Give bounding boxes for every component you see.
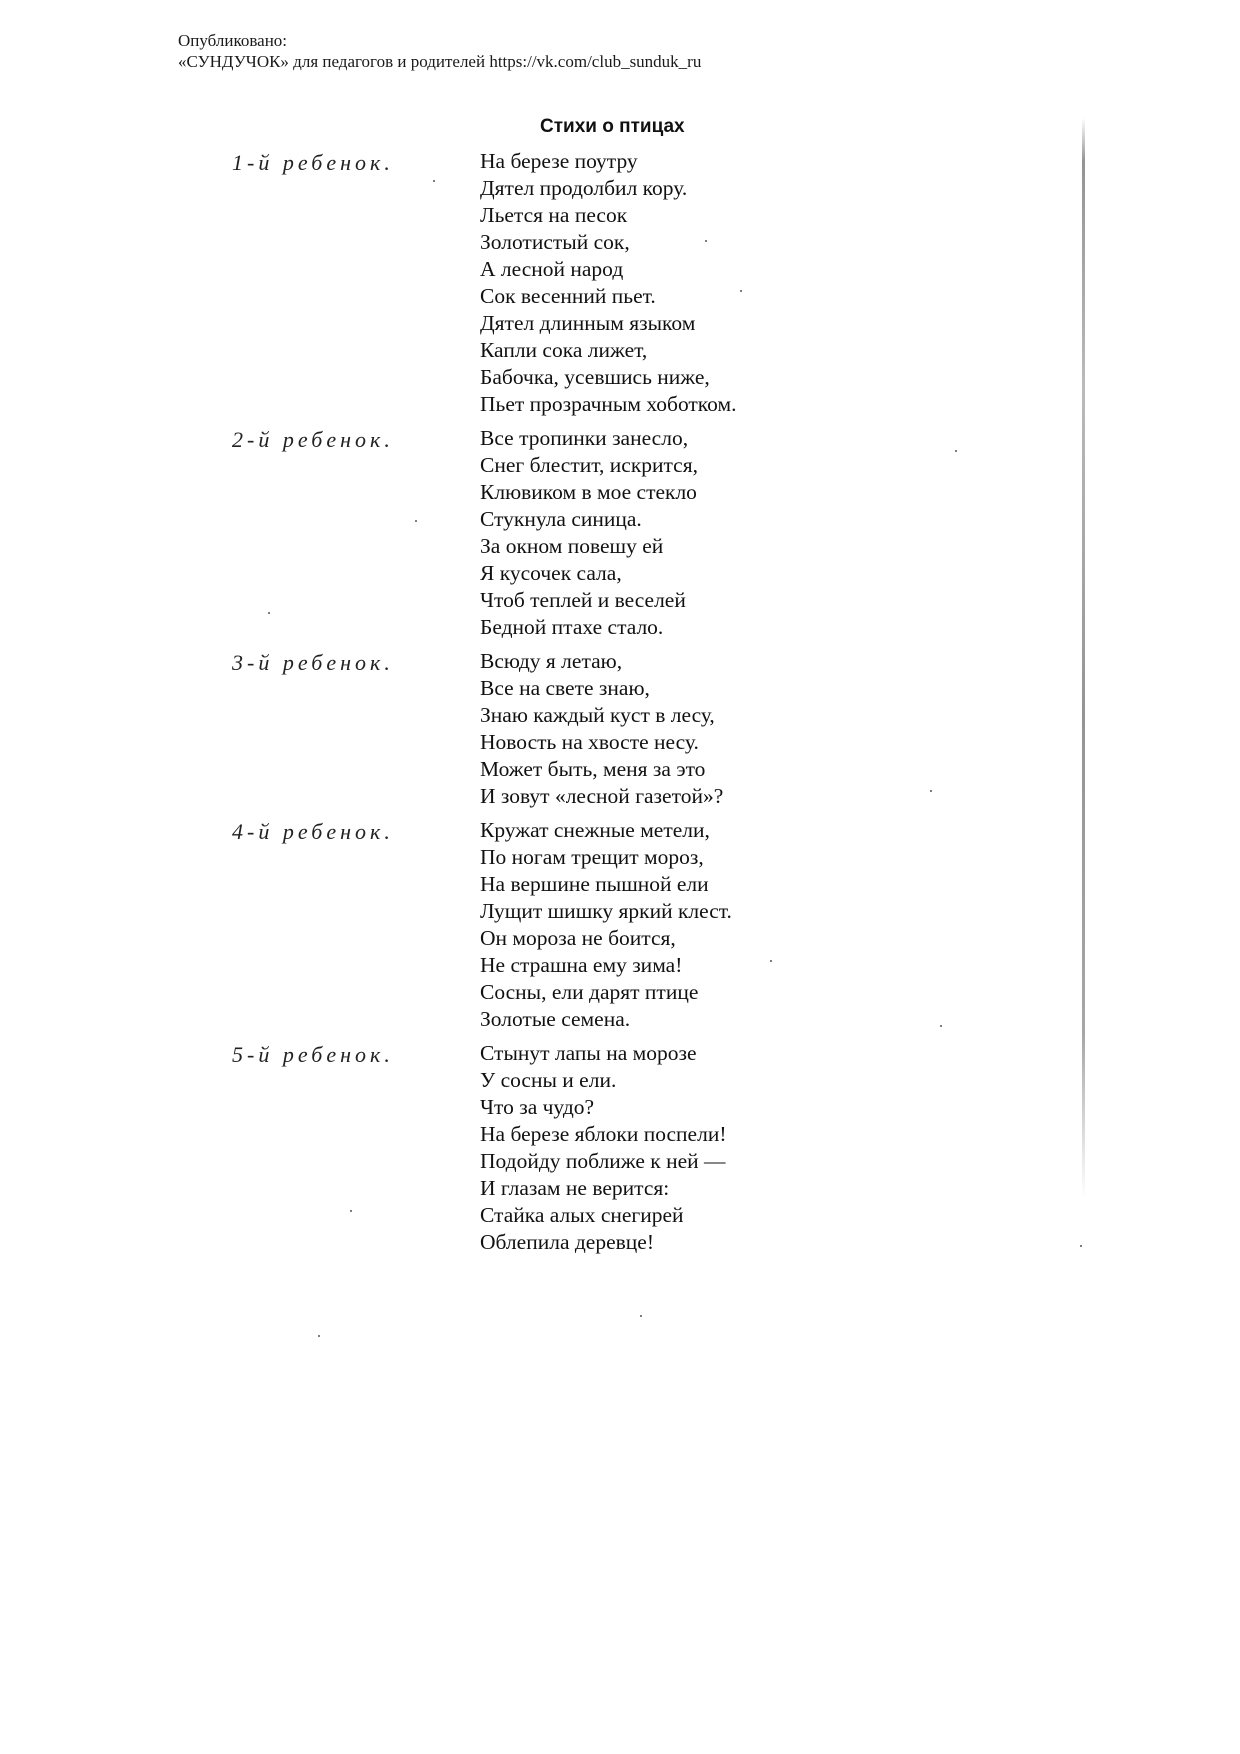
verse-line: Сосны, ели дарят птице bbox=[480, 980, 699, 1004]
scan-speck bbox=[415, 520, 417, 522]
poems-container bbox=[0, 148, 1240, 1263]
scan-speck bbox=[740, 290, 742, 292]
verse-line: Он мороза не боится, bbox=[480, 926, 676, 950]
verse-block bbox=[480, 1040, 1240, 1256]
verse-line: Кружат снежные метели, bbox=[480, 818, 710, 842]
verse-line: Чтоб теплей и веселей bbox=[480, 588, 686, 612]
verse-line: Пьет прозрачным хоботком. bbox=[480, 392, 737, 416]
verse-line: Золотистый сок, bbox=[480, 230, 630, 254]
scan-speck bbox=[955, 450, 957, 452]
verse-line: На вершине пышной ели bbox=[480, 872, 709, 896]
verse-line: Льется на песок bbox=[480, 203, 628, 227]
speaker-label: 4-й ребенок. bbox=[232, 819, 394, 844]
scan-speck bbox=[930, 790, 932, 792]
verse-block bbox=[480, 148, 1240, 418]
verse-line: А лесной народ bbox=[480, 257, 624, 281]
speaker-label: 2-й ребенок. bbox=[232, 427, 394, 452]
verse-line: Бабочка, усевшись ниже, bbox=[480, 365, 710, 389]
poem-stanza bbox=[0, 425, 1240, 641]
published-label: Опубликовано: bbox=[178, 31, 288, 50]
scan-speck bbox=[640, 1315, 642, 1317]
verse-line: Золотые семена. bbox=[480, 1007, 631, 1031]
publication-header bbox=[178, 30, 701, 72]
verse-block bbox=[480, 425, 1240, 641]
verse-line: Сок весенний пьет. bbox=[480, 284, 656, 308]
verse-line: На березе яблоки поспели! bbox=[480, 1122, 727, 1146]
scan-speck bbox=[268, 612, 270, 614]
verse-line: Дятел продолбил кору. bbox=[480, 176, 688, 200]
verse-line: Клювиком в мое стекло bbox=[480, 480, 697, 504]
verse-line: И глазам не верится: bbox=[480, 1176, 670, 1200]
verse-line: Стайка алых снегирей bbox=[480, 1203, 684, 1227]
verse-line: Все тропинки занесло, bbox=[480, 426, 689, 450]
publisher-source: «СУНДУЧОК» для педагогов и родителей https://vk.com/club_sunduk_ru bbox=[178, 52, 702, 71]
scan-speck bbox=[318, 1335, 320, 1337]
scan-speck bbox=[1080, 1245, 1082, 1247]
scan-edge-artifact bbox=[1082, 118, 1085, 1198]
verse-line: Снег блестит, искрится, bbox=[480, 453, 698, 477]
scan-speck bbox=[940, 1025, 942, 1027]
speaker-label: 1-й ребенок. bbox=[232, 150, 394, 175]
poem-stanza bbox=[0, 648, 1240, 810]
poem-stanza bbox=[0, 1040, 1240, 1256]
verse-line: Бедной птахе стало. bbox=[480, 615, 664, 639]
scan-speck bbox=[433, 180, 435, 182]
verse-line: Что за чудо? bbox=[480, 1095, 595, 1119]
scan-speck bbox=[770, 960, 772, 962]
verse-line: Подойду поближе к ней — bbox=[480, 1149, 726, 1173]
speaker-label: 3-й ребенок. bbox=[232, 650, 394, 675]
verse-line: За окном повешу ей bbox=[480, 534, 664, 558]
speaker-label: 5-й ребенок. bbox=[232, 1042, 394, 1067]
verse-block bbox=[480, 817, 1240, 1033]
verse-line: Всюду я летаю, bbox=[480, 649, 623, 673]
verse-line: Дятел длинным языком bbox=[480, 311, 696, 335]
verse-line: По ногам трещит мороз, bbox=[480, 845, 704, 869]
scan-speck bbox=[705, 240, 707, 242]
poem-collection-title: Стихи о птицах bbox=[540, 116, 685, 137]
verse-line: Стынут лапы на морозе bbox=[480, 1041, 697, 1065]
verse-line: Капли сока лижет, bbox=[480, 338, 648, 362]
verse-line: Лущит шишку яркий клест. bbox=[480, 899, 732, 923]
verse-line: У сосны и ели. bbox=[480, 1068, 617, 1092]
verse-line: Может быть, меня за это bbox=[480, 757, 706, 781]
verse-line: Я кусочек сала, bbox=[480, 561, 622, 585]
verse-line: Облепила деревце! bbox=[480, 1230, 654, 1254]
verse-block bbox=[480, 648, 1240, 810]
verse-line: И зовут «лесной газетой»? bbox=[480, 784, 724, 808]
poem-stanza bbox=[0, 817, 1240, 1033]
verse-line: Новость на хвосте несу. bbox=[480, 730, 699, 754]
verse-line: Все на свете знаю, bbox=[480, 676, 650, 700]
verse-line: Стукнула синица. bbox=[480, 507, 642, 531]
scan-speck bbox=[350, 1210, 352, 1212]
verse-line: На березе поутру bbox=[480, 149, 638, 173]
poem-stanza bbox=[0, 148, 1240, 418]
verse-line: Не страшна ему зима! bbox=[480, 953, 683, 977]
verse-line: Знаю каждый куст в лесу, bbox=[480, 703, 715, 727]
